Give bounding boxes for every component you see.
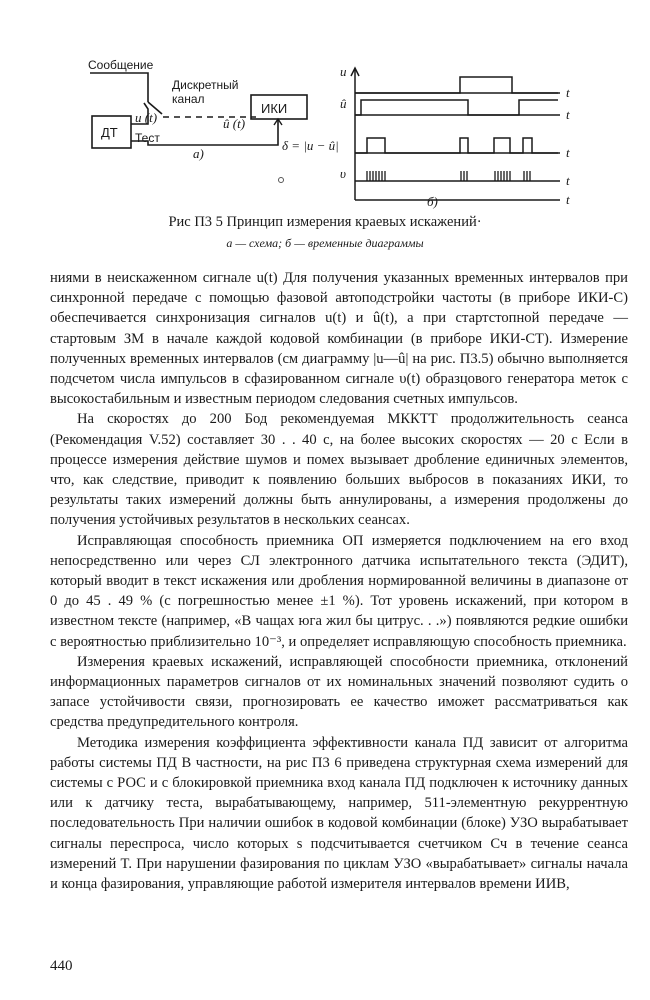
paragraph-1: ниями в неискаженном сигнале u(t) Для получения указанных временных интервалов при синхронной передаче с помощью фазовой автоподстройки частоты (в приборе ИКИ-С) обеспечивается синхронизация сигналов u(t) и û(t), а при стартстопной передаче — стартовым ЗМ в начале каждой кодовой комбинации (в приборе ИКИ-СТ). Измерение полученных временных интервалов (см диаграмму |u—û| на рис. П3.5) обычно выполняется подсчетом числа импульсов в сфазированном сигнале υ(t) образцового генератора меток с высокостабильным и известным периодом следования счетных импульсов. [50,270,628,408]
diagram-b-sublabel: б) [427,194,438,209]
diagram-b [351,68,560,200]
waveform-v [367,171,530,181]
diagram-b-labels [282,64,570,209]
waveform-u-hat [355,100,558,115]
channel-label-2: канал [172,92,205,106]
axis-t-label-3: t [566,145,570,160]
row-u-label: u [340,64,347,79]
message-label: Сообщение [88,58,154,72]
page-number: 440 [50,958,73,974]
paragraph-4: Измерения краевых искажений, исправляющей способности приемника, отклонений информационных параметров сигналов от их номинальных значений позволяют судить о запасе устойчивости связи, прогнозировать ее качество иможет рассматриваться как средства предупредительного контроля. [50,653,628,731]
waveform-u [355,77,558,93]
diagram-a-sublabel: а) [193,146,204,161]
paragraph-2: На скоростях до 200 Бод рекомендуемая МККТТ продолжительность сеанса (Рекомендация V.52) составляет 30 . . 40 с, на более высоких скоростях — 20 с Если в процессе измерения действие шумов и помех вызывает дробление единичных элементов, что, как следствие, приводит к появлению больших выбросов в показаниях ИКИ, то результаты таких измерений должны быть аннулированы, а измерения продолжены до получения устойчивых результатов в нескольких сеансах. [50,411,628,529]
figure-caption-title: Рис П3 5 Принцип измерения краевых искажений· [168,214,482,230]
axis-t-label-1: t [566,85,570,100]
axis-t-label-2: t [566,107,570,122]
meter-box-label: ИКИ [261,101,288,116]
row-u-hat-label: û [340,96,347,111]
signal-u-label: u (t) [135,110,158,125]
row-v-label: υ [340,166,346,181]
paragraph-5: Методика измерения коэффициента эффективности канала ПД зависит от алгоритма работы системы ПД В частности, на рис П3 6 приведена структурная схема измерений для системы с РОС и с блокировкой приемника вход канала ПД подключен к источнику данных или к датчику теста, вырабатывающему, например, 511-элементную рекуррентную последовательность При наличии ошибок в кодовой комбинации (блоке) УЗО вырабатывает сигналы переспроса, число которых s подсчитывается счетчиком Сч в течение сеанса измерений T. При нарушении фазирования по циклам УЗО «вырабатывает» сигналы начала и конца фазирования, управляющие работой измерителя интервалов времени ИИВ, [50,734,628,893]
figure-p3-5 [0,0,650,215]
test-label: Тест [135,131,160,145]
channel-label-1: Дискретный [172,78,239,92]
print-mark [279,178,284,183]
axis-t-label-5: t [566,192,570,207]
source-box-label: ДТ [101,125,118,140]
axis-t-label-4: t [566,173,570,188]
row-delta-label: δ = |u − û| [282,138,339,153]
paragraph-3: Исправляющая способность приемника ОП измеряется подключением на его вход непосредственно или через СЛ электронного датчика испытательного текста (ЭДИТ), который вводит в текст искажения или дробления нормированной величины в диапазоне от 0 до 45 . 49 % (с погрешностью менее ±1 %). Тот уровень искажений, при котором в известном тексте (например, «В чащах юга жил бы цитрус. . .») появляются редкие ошибки с вероятностью приблизительно 10⁻³, и определяет исправляющую способность приемника. [50,532,628,650]
message-line [90,73,148,102]
waveform-delta [355,138,558,153]
body-text [50,268,628,894]
signal-u-hat-label: û (t) [223,116,246,131]
figure-caption-subtitle: а — схема; б — временные диаграммы [226,236,424,250]
